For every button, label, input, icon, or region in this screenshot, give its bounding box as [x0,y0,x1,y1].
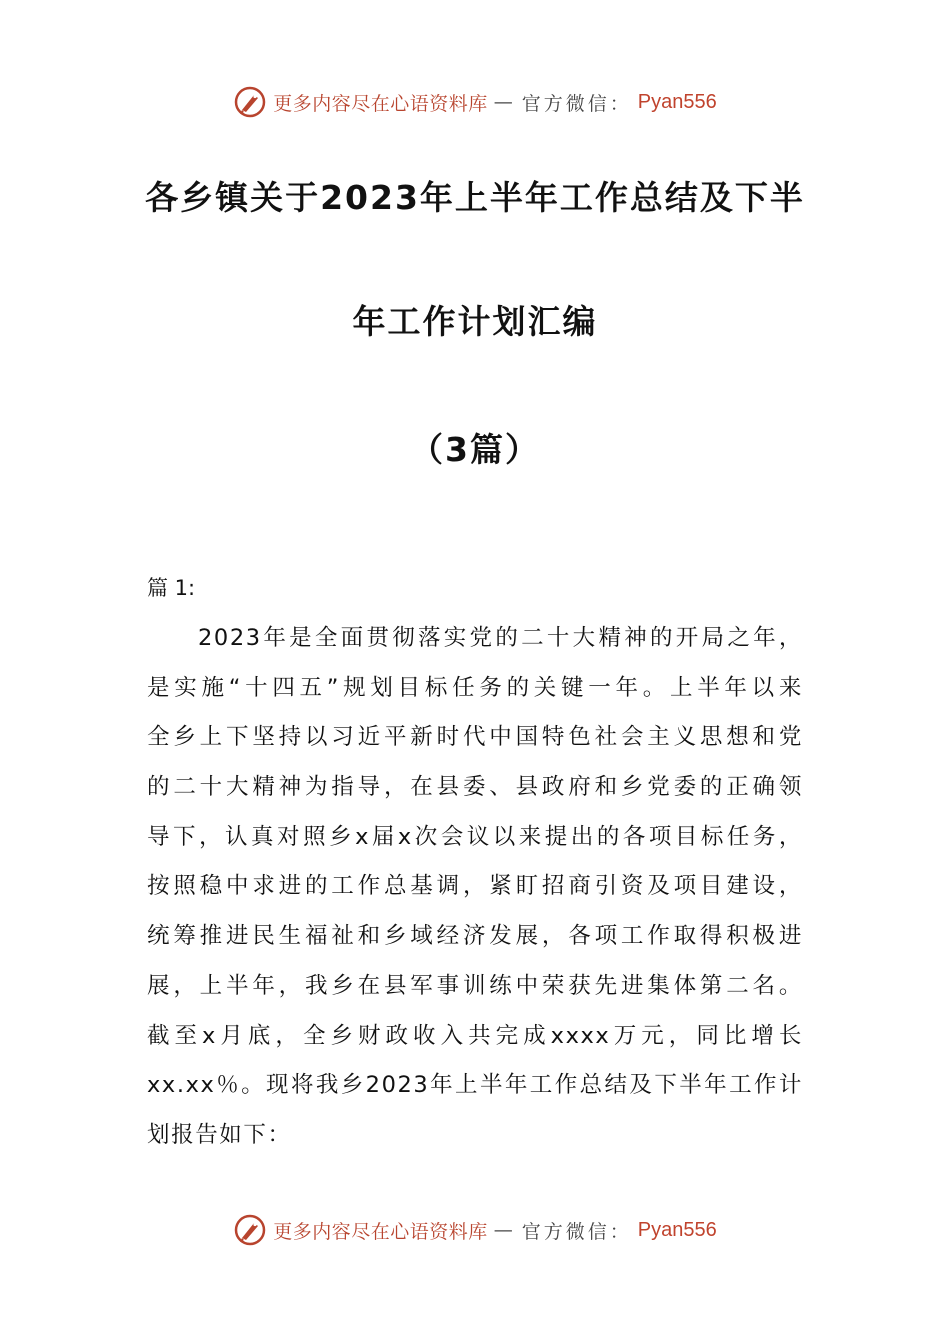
document-title-line-2: 年工作计划汇编 [352,302,598,341]
paragraph-line: xx.xx％。现将我乡2023年上半年工作总结及下半年工作计 [147,1072,803,1099]
paragraph-line: 的二十大精神为指导，在县委、县政府和乡党委的正确领 [147,774,803,801]
watermark-wechat-id: Pyan556 [637,1218,717,1241]
document-title-line-1: 各乡镇关于2023年上半年工作总结及下半 [145,178,805,217]
watermark-banner-top [0,80,950,124]
paragraph-line: 是实施“十四五”规划目标任务的关键一年。上半年以来 [147,674,803,701]
watermark-dash: — [493,1219,516,1241]
paragraph-line: 导下，认真对照乡x届x次会议以来提出的各项目标任务， [147,823,803,850]
paragraph-line: 截至x月底，全乡财政收入共完成xxxx万元，同比增长 [147,1022,803,1049]
paragraph-line: 划报告如下： [147,1121,292,1148]
watermark-contact-label: 官方微信： [521,1220,632,1243]
body-paragraph [147,618,803,1165]
watermark-dash: — [493,91,516,113]
pen-nib-logo-icon [233,1213,267,1247]
watermark-text: 更多内容尽在心语资料库 [273,92,488,115]
section-label: 篇 1: [147,576,196,600]
watermark-wechat-id: Pyan556 [637,90,717,113]
paragraph-line: 统筹推进民生福祉和乡域经济发展，各项工作取得积极进 [147,923,803,950]
watermark-banner-bottom [0,1208,950,1252]
paragraph-line: 按照稳中求进的工作总基调，紧盯招商引资及项目建设， [147,873,803,900]
paragraph-line: 展，上半年，我乡在县军事训练中荣获先进集体第二名。 [147,972,803,999]
paragraph-line: 2023年是全面贯彻落实党的二十大精神的开局之年， [198,625,803,651]
pen-nib-logo-icon [233,85,267,119]
paragraph-line: 全乡上下坚持以习近平新时代中国特色社会主义思想和党 [147,724,803,751]
watermark-contact-label: 官方微信： [521,92,632,115]
document-title-count: （3篇） [410,430,540,469]
watermark-text: 更多内容尽在心语资料库 [273,1220,488,1243]
